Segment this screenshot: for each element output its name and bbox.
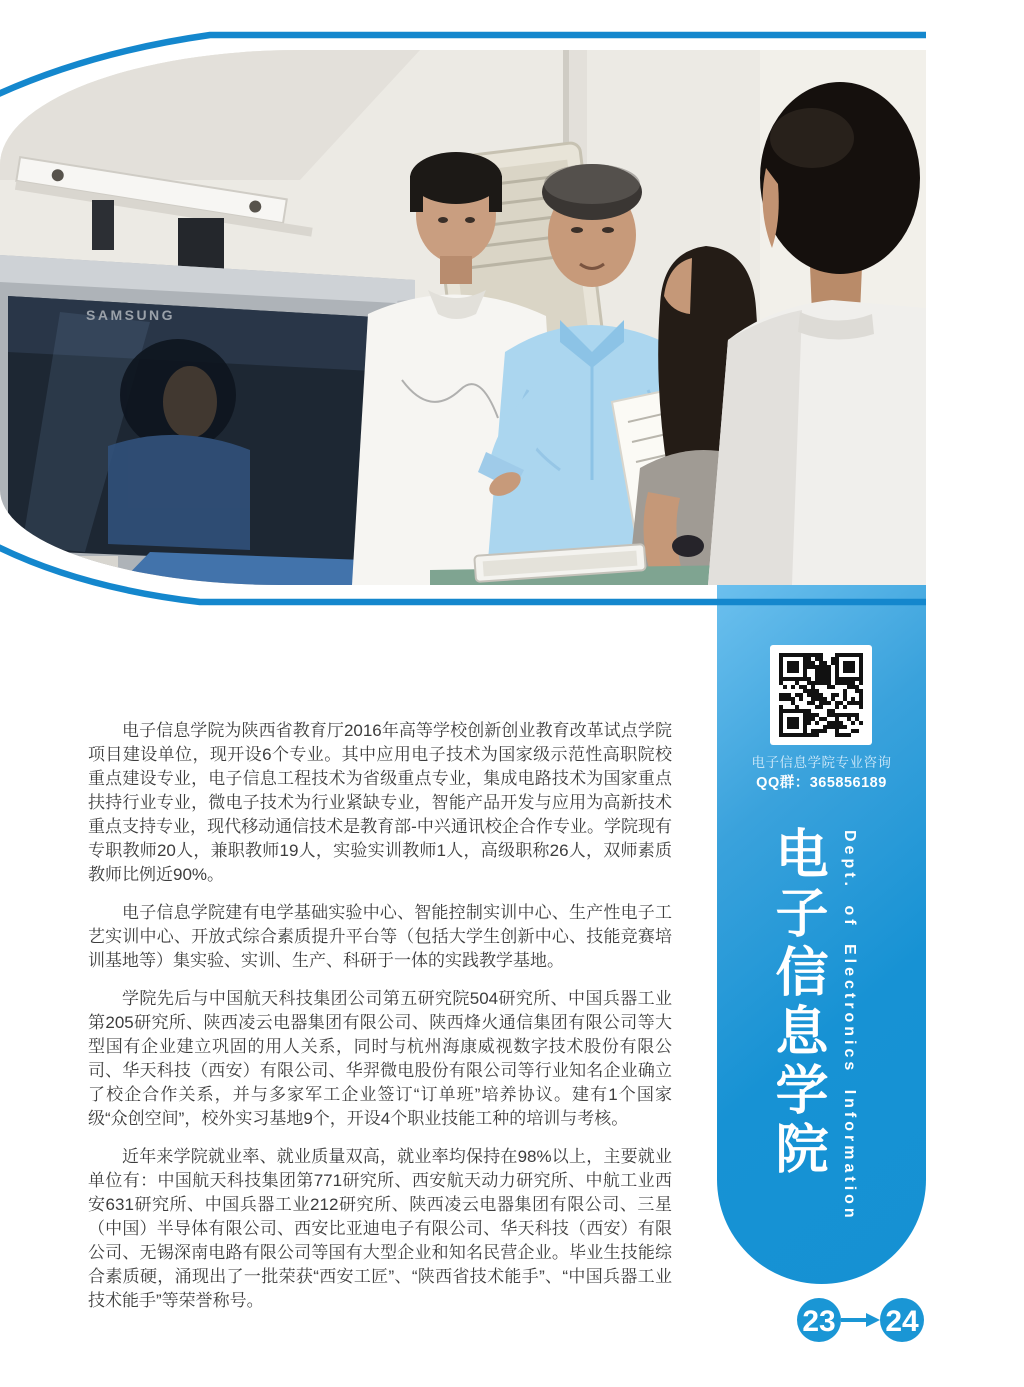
qr-finder-top-right <box>835 653 863 681</box>
paragraph-partnerships: 学院先后与中国航天科技集团公司第五研究院504研究所、中国兵器工业第205研究所、陕西凌云电器集团有限公司、陕西烽火通信集团有限公司等大型国有企业建立巩固的用人关系，同时与杭州海康威视数字技术股份有限公司、华天科技（西安）有限公司、华羿微电股份有限公司等行业知名企业确立了校企合作关系，并与多家军工企业签订“订单班”培养协议。建有1个国家级“众创空间”，校外实习基地9个，开设4个职业技能工种的培训与考核。 <box>88 989 672 1128</box>
lab-photo-scene <box>0 50 926 585</box>
page-number-right: 24 <box>885 1305 919 1338</box>
paragraph-employment: 近年来学院就业率、就业质量双高，就业率均保持在98%以上，主要就业单位有：中国航天科技集团第771研究所、西安航天动力研究所、中航工业西安631研究所、中国兵器工业212研究所、陕西凌云电器集团有限公司、三星（中国）半导体有限公司、西安比亚迪电子有限公司、华天科技（西安）有限公司、无锡深南电路有限公司等国有大型企业和知名民营企业。毕业生技能综合素质硬，涌现出了一批荣获“西安工匠”、“陕西省技术能手”、“中国兵器工业技术能手”等荣誉称号。 <box>88 1147 672 1310</box>
mouse <box>672 535 704 557</box>
paragraph-facilities: 电子信息学院建有电学基础实验中心、智能控制实训中心、生产性电子工艺实训中心、开放式综合素质提升平台等（包括大学生创新中心、技能竞赛培训基地等）集实验、实训、生产、科研于一体的实践教学基地。 <box>88 903 672 970</box>
qr-finder-bottom-left <box>779 709 807 737</box>
sidebar-panel <box>717 585 926 1284</box>
wall-window-small <box>92 200 114 250</box>
qr-caption: 电子信息学院专业咨询 <box>751 755 892 770</box>
department-title-cn: 电子信息学院 <box>768 826 827 1180</box>
article-body <box>88 719 672 1327</box>
qr-code-pattern <box>770 645 872 745</box>
page-number-left: 23 <box>802 1305 836 1338</box>
page-indicator <box>780 1280 950 1370</box>
machine-screen-reflection <box>108 339 250 550</box>
qr-finder-top-left <box>779 653 807 681</box>
paragraph-overview: 电子信息学院为陕西省教育厅2016年高等学校创新创业教育改革试点学院项目建设单位，现开设6个专业。其中应用电子技术为国家级示范性高职院校重点建设专业，电子信息工程技术为省级重点专业，集成电路技术为国家重点扶持行业专业，微电子技术为行业紧缺专业，智能产品开发与应用为高新技术重点支持专业，现代移动通信技术是教育部-中兴通讯校企合作专业。学院现有专职教师20人，兼职教师19人，实验实训教师1人，高级职称26人，双师素质教师比例近90%。 <box>88 721 672 884</box>
samsung-logo-text: SAMSUNG <box>86 307 176 323</box>
lab-photo <box>0 50 926 585</box>
department-title-en: Dept. of Electronics Information <box>841 830 858 1222</box>
page-arrow-head <box>866 1313 880 1327</box>
qr-code <box>770 645 872 745</box>
qq-group-number: QQ群：365856189 <box>756 775 887 791</box>
